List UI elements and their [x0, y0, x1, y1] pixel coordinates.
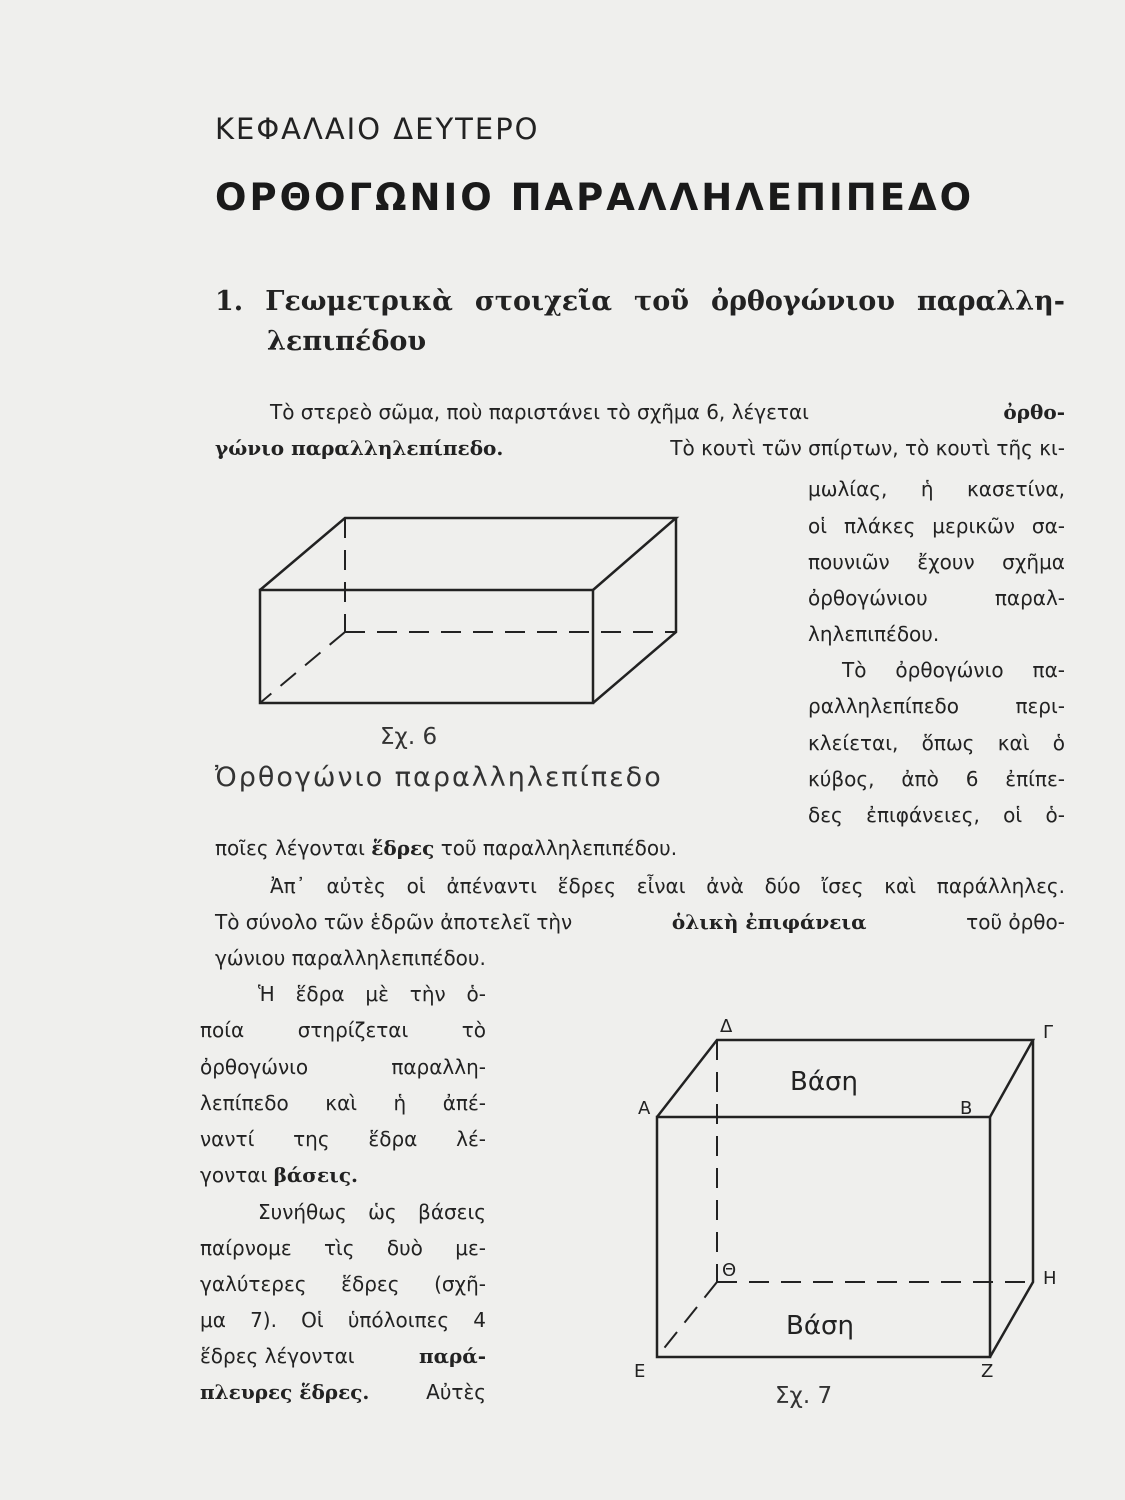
para3-line1: Ἀπ᾽ αὐτὲς οἱ ἀπέναντι ἕδρες εἶναι ἀνὰ δύο ἴσες καὶ παράλληλες. — [270, 874, 1065, 898]
section-heading-line2: λεπιπέδου — [267, 326, 427, 357]
para2-line1: Τὸ ὀρθογώνιο πα- — [842, 658, 1065, 682]
fig7-hidden-diagonal — [657, 1282, 717, 1357]
vertex-label-b: Β — [960, 1098, 973, 1119]
para4-line1-tail: τοῦ ὀρθο- — [966, 910, 1065, 934]
para2-line6-tail: τοῦ παραλληλεπιπέδου. — [440, 836, 678, 860]
para6-line5-term: παρά- — [418, 1344, 486, 1368]
fig7-top-base-label: Βάση — [790, 1067, 858, 1097]
para6-line1: Συνήθως ὡς βάσεις — [258, 1200, 486, 1224]
fig6-right-edges — [593, 518, 676, 703]
figure7-box — [634, 1016, 1057, 1382]
para5-line6-term: βάσεις. — [273, 1163, 359, 1187]
para2-line4: κύβος, ἀπὸ 6 ἐπίπε- — [808, 767, 1065, 791]
figure7-caption: Σχ. 7 — [775, 1383, 833, 1409]
section-heading-line1: 1. Γεωμετρικὰ στοιχεῖα τοῦ ὀρθογώνιου παραλλη- — [215, 286, 1065, 317]
para1-line1-term: ὀρθο- — [1003, 400, 1065, 424]
fig6-top-edges — [260, 518, 676, 590]
para1-line2-text: Τὸ κουτὶ τῶν σπίρτων, τὸ κουτὶ τῆς κι- — [670, 436, 1065, 460]
para5-line5: ναντί της ἕδρα λέ- — [200, 1127, 486, 1151]
vertex-label-a: Α — [638, 1098, 651, 1119]
para6-line6-tail: Αὐτὲς — [426, 1380, 486, 1404]
para6-line4: μα 7). Οἱ ὑπόλοιπες 4 — [200, 1308, 486, 1332]
para5-line4: λεπίπεδο καὶ ἡ ἀπέ- — [200, 1091, 486, 1115]
para5-line1: Ἡ ἕδρα μὲ τὴν ὁ- — [258, 982, 486, 1006]
chapter-label: ΚΕΦΑΛΑΙΟ ΔΕΥΤΕΡΟ — [215, 112, 540, 146]
para1-line3: μωλίας, ἡ κασετίνα, — [808, 477, 1065, 501]
fig6-front-face — [260, 590, 593, 703]
figure6-caption: Σχ. 6 — [380, 724, 438, 750]
para1-line6: ὀρθογώνιου παραλ- — [808, 586, 1065, 610]
vertex-label-e: Ε — [634, 1361, 646, 1382]
vertex-label-z: Ζ — [981, 1361, 994, 1382]
para6-line5-text: ἕδρες λέγονται — [200, 1344, 355, 1368]
para1-line2-term: γώνιο παραλληλεπίπεδο. — [215, 436, 504, 460]
para6-line6-term: πλευρες ἕδρες. — [200, 1380, 370, 1404]
para4-line1-term: ὁλικὴ ἐπιφάνεια — [671, 910, 867, 934]
para6-line3: γαλύτερες ἕδρες (σχῆ- — [200, 1272, 486, 1296]
para2-line5: δες ἐπιφάνειες, οἱ ὁ- — [808, 803, 1065, 827]
vertex-label-g: Γ — [1043, 1022, 1054, 1043]
para5-line2: ποία στηρίζεται τὸ — [200, 1018, 486, 1042]
vertex-label-th: Θ — [722, 1260, 737, 1281]
para4-line1-text: Τὸ σύνολο τῶν ἑδρῶν ἀποτελεῖ τὴν — [215, 910, 573, 934]
vertex-label-d: Δ — [720, 1016, 733, 1037]
fig7-right-edges — [990, 1040, 1033, 1357]
para2-line6-term: ἕδρες — [371, 836, 435, 860]
para2-line3: κλείεται, ὅπως καὶ ὁ — [808, 731, 1065, 755]
para6-line2: παίρνομε τὶς δυὸ με- — [200, 1236, 486, 1260]
chapter-title: ΟΡΘΟΓΩΝΙΟ ΠΑΡΑΛΛΗΛΕΠΙΠΕΔΟ — [215, 176, 975, 219]
para1-line7: ληλεπιπέδου. — [808, 622, 940, 646]
figure6-box — [260, 518, 676, 703]
para5-line3: ὀρθογώνιο παραλλη- — [200, 1055, 486, 1079]
para1-line4: οἱ πλάκες μερικῶν σα- — [808, 514, 1065, 538]
para1-line1-text: Τὸ στερεὸ σῶμα, ποὺ παριστάνει τὸ σχῆμα 6, λέγεται — [270, 400, 809, 424]
fig6-hidden-diagonal — [260, 632, 345, 703]
para1-line5: πουνιῶν ἔχουν σχῆμα — [808, 550, 1065, 574]
figure6-subcaption: Ὀρθογώνιο παραλληλεπίπεδο — [215, 762, 663, 793]
para5-line6-text: γονται — [200, 1163, 268, 1187]
para2-line6-text: ποῖες λέγονται — [215, 836, 365, 860]
para4-line2: γώνιου παραλληλεπιπέδου. — [215, 946, 486, 970]
para2-line2: ραλληλεπίπεδο περι- — [808, 694, 1065, 718]
vertex-label-h: Η — [1043, 1268, 1057, 1289]
fig7-bottom-base-label: Βάση — [786, 1311, 854, 1341]
